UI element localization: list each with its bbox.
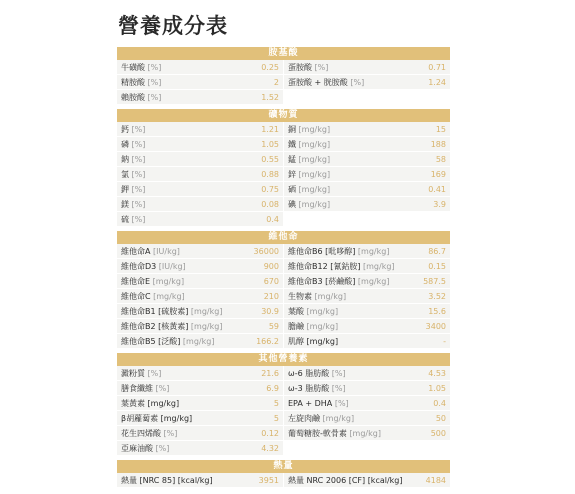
nutrient-label: 生物素 [288, 291, 312, 301]
nutrient-unit: [%] [131, 184, 146, 194]
nutrient-value: 900 [263, 261, 279, 271]
nutrient-label: 花生四烯酸 [121, 428, 161, 438]
nutrient-unit: [%] [314, 62, 329, 72]
nutrient-cell [117, 304, 283, 318]
nutrient-unit: [mg/kg] [298, 199, 331, 209]
nutrient-unit: [mg/kg] [306, 306, 339, 316]
section-header: 維他命 [117, 231, 450, 244]
nutrient-name [288, 77, 364, 88]
nutrient-unit: [mg/kg] [298, 184, 331, 194]
table-row [117, 182, 450, 197]
nutrient-label: 維他命B5 [泛酸] [121, 336, 181, 346]
nutrient-name [288, 154, 330, 165]
table-row [117, 197, 450, 212]
nutrient-value: 0.25 [261, 62, 279, 72]
nutrient-name [121, 246, 180, 257]
nutrient-name [121, 336, 214, 347]
nutrient-unit: [%] [147, 368, 162, 378]
nutrient-unit: [%] [163, 428, 178, 438]
nutrient-cell [117, 426, 283, 440]
nutrient-value: 0.4 [433, 398, 446, 408]
nutrient-cell [117, 259, 283, 273]
table-row [117, 396, 450, 411]
nutrient-name [121, 368, 161, 379]
nutrient-value: 2 [273, 77, 279, 87]
nutrient-cell [284, 366, 450, 380]
table-row [117, 90, 450, 105]
nutrient-unit: [mg/kg] [322, 413, 355, 423]
nutrient-cell [284, 396, 450, 410]
nutrient-cell [284, 289, 450, 303]
nutrient-name [121, 398, 179, 409]
nutrient-name [121, 92, 161, 103]
table-row [117, 473, 450, 488]
nutrient-unit: [mg/kg] [363, 261, 395, 271]
table-row [117, 411, 450, 426]
nutrient-label: 磷 [121, 139, 129, 149]
nutrient-name [121, 77, 161, 88]
table-row [117, 152, 450, 167]
nutrient-name [121, 276, 184, 287]
nutrient-unit: [%] [147, 62, 162, 72]
nutrient-label: 維他命D3 [121, 261, 157, 271]
nutrient-value: 15.6 [428, 306, 446, 316]
nutrient-name [121, 321, 222, 332]
nutrient-label: 精胺酸 [121, 77, 145, 87]
nutrient-cell [284, 304, 450, 318]
nutrient-name [288, 383, 346, 394]
nutrient-unit: [%] [131, 154, 146, 164]
nutrient-label: 膳食纖維 [121, 383, 153, 393]
nutrient-value: 0.4 [266, 214, 279, 224]
nutrient-value: 30.9 [261, 306, 279, 316]
nutrient-name [288, 276, 389, 287]
nutrient-value: 500 [430, 428, 446, 438]
nutrient-value: 1.24 [428, 77, 446, 87]
nutrient-cell [117, 90, 283, 104]
table-row [117, 244, 450, 259]
table-row [117, 289, 450, 304]
nutrient-value: 587.5 [423, 276, 446, 286]
nutrient-label: 維他命E [121, 276, 151, 286]
nutrient-name [121, 383, 169, 394]
nutrient-name [288, 413, 354, 424]
nutrient-cell [117, 274, 283, 288]
nutrient-label: 牛磺酸 [121, 62, 145, 72]
nutrient-value: 4184 [425, 475, 446, 485]
nutrient-name [288, 475, 403, 486]
nutrient-unit: [%] [147, 92, 162, 102]
nutrient-cell [284, 167, 450, 181]
table-row [117, 304, 450, 319]
nutrient-value: 6.9 [266, 383, 279, 393]
table-row [117, 212, 450, 227]
nutrient-name [288, 169, 330, 180]
nutrient-value: 1.52 [261, 92, 279, 102]
nutrient-name [288, 246, 389, 257]
nutrient-unit: [mg/kg] [357, 246, 390, 256]
section-header: 礦物質 [117, 109, 450, 122]
nutrient-unit: [mg/kg] [182, 336, 215, 346]
nutrient-cell [284, 137, 450, 151]
nutrient-label: 左旋肉鹼 [288, 413, 320, 423]
nutrient-value: 58 [435, 154, 446, 164]
nutrient-value: 4.53 [428, 368, 446, 378]
nutrient-label: 碘 [288, 199, 296, 209]
nutrient-name [121, 443, 169, 454]
nutrient-label: 熱量 NRC 2006 [CF] [kcal/kg] [288, 475, 403, 485]
nutrient-value: 1.05 [261, 139, 279, 149]
nutrient-name [288, 399, 349, 408]
nutrient-cell [284, 182, 450, 196]
nutrient-unit: [%] [155, 443, 170, 453]
nutrient-value: 50 [435, 413, 446, 423]
nutrient-value: 3951 [258, 475, 279, 485]
nutrient-unit: [%] [131, 139, 146, 149]
nutrient-cell [117, 152, 283, 166]
nutrient-cell [284, 319, 450, 333]
nutrient-name [121, 169, 145, 180]
nutrient-name [121, 291, 185, 302]
nutrient-label: ω-3 脂肪酸 [288, 383, 330, 393]
section-rows [117, 473, 450, 488]
nutrient-cell [117, 244, 283, 258]
nutrient-cell [117, 334, 283, 348]
nutrient-unit: [%] [147, 77, 162, 87]
nutrient-name [288, 428, 381, 439]
nutrient-name [288, 62, 328, 73]
nutrient-unit: [%] [331, 383, 346, 393]
nutrient-value: 0.71 [428, 62, 446, 72]
nutrient-label: 維他命B1 [硫胺素] [121, 306, 189, 316]
nutrient-unit: [mg/kg] [357, 276, 390, 286]
nutrient-label: 葡萄糖胺-軟骨素 [288, 428, 347, 438]
nutrient-label: ω-6 脂肪酸 [288, 368, 330, 378]
table-row [117, 319, 450, 334]
nutrient-name [288, 306, 338, 317]
nutrient-cell [117, 182, 283, 196]
nutrient-unit: [mg/kg] [153, 291, 185, 301]
table-row [117, 441, 450, 456]
nutrient-cell [117, 122, 283, 136]
nutrient-unit: [mg/kg] [314, 291, 347, 301]
table-row [117, 167, 450, 182]
nutrient-cell [284, 152, 450, 166]
nutrient-unit: [%] [131, 169, 146, 179]
nutrient-value: 0.15 [428, 261, 446, 271]
nutrient-name [288, 124, 330, 135]
nutrient-label: 鈉 [121, 154, 129, 164]
nutrient-value: 169 [430, 169, 446, 179]
nutrient-cell [284, 426, 450, 440]
nutrient-value: 3400 [425, 321, 446, 331]
nutrient-label: 維他命C [121, 291, 151, 301]
nutrient-name [121, 199, 145, 210]
nutrient-cell [284, 122, 450, 136]
nutrient-value: 188 [430, 139, 446, 149]
table-row [117, 274, 450, 289]
nutrient-unit: [mg/kg] [298, 154, 331, 164]
nutrient-label: 膽鹼 [288, 321, 304, 331]
table-row [117, 366, 450, 381]
nutrient-cell [284, 75, 450, 89]
nutrient-name [288, 184, 330, 195]
nutrient-label: 維他命B12 [氰鈷胺] [288, 261, 361, 271]
nutrient-label: 銅 [288, 124, 296, 134]
table-row [117, 381, 450, 396]
nutrient-value: 5 [273, 413, 279, 423]
nutrient-value: 36000 [253, 246, 279, 256]
nutrient-cell [284, 411, 450, 425]
nutrient-unit: [mg/kg] [298, 124, 331, 134]
page-title: 營養成分表 [118, 14, 228, 38]
section-rows [117, 244, 450, 349]
nutrient-cell [284, 244, 450, 258]
nutrient-cell [117, 381, 283, 395]
nutrient-value: 59 [268, 321, 279, 331]
nutrient-unit: [mg/kg] [190, 321, 223, 331]
nutrient-unit: [%] [131, 199, 146, 209]
nutrient-label: 維他命A [121, 246, 151, 256]
nutrient-cell [284, 381, 450, 395]
nutrient-cell [117, 197, 283, 211]
section-header: 熱量 [117, 460, 450, 473]
nutrient-label: 葉黃素 [mg/kg] [121, 398, 180, 408]
nutrient-value: 15 [435, 124, 446, 134]
table-row [117, 137, 450, 152]
nutrient-cell [117, 212, 283, 226]
nutrient-cell [284, 274, 450, 288]
nutrient-unit: [IU/kg] [158, 261, 186, 271]
nutrient-name [121, 413, 192, 424]
nutrient-value: 3.52 [428, 291, 446, 301]
nutrient-label: 蛋胺酸 [288, 62, 312, 72]
nutrient-value: 210 [263, 291, 279, 301]
nutrient-cell [284, 259, 450, 273]
section-rows [117, 60, 450, 105]
nutrient-label: 硒 [288, 184, 296, 194]
nutrient-label: 蛋胺酸 + 胱胺酸 [288, 77, 348, 87]
nutrient-name [121, 475, 213, 486]
nutrient-name [288, 261, 395, 272]
nutrient-unit: [mg/kg] [306, 321, 339, 331]
nutrient-unit: [mg/kg] [298, 169, 331, 179]
nutrient-unit: [mg/kg] [190, 306, 223, 316]
nutrient-label: 肌醇 [mg/kg] [288, 336, 339, 346]
nutrient-unit: [%] [334, 398, 349, 408]
nutrient-name [121, 428, 177, 439]
nutrient-name [288, 321, 338, 332]
nutrient-label: 葉酸 [288, 306, 304, 316]
nutrient-value: 21.6 [261, 368, 279, 378]
nutrient-name [288, 291, 346, 302]
table-row [117, 75, 450, 90]
section-header: 其他營養素 [117, 353, 450, 366]
empty-cell [284, 441, 450, 455]
empty-cell [284, 90, 450, 104]
nutrient-unit: [mg/kg] [152, 276, 185, 286]
nutrient-name [121, 62, 161, 73]
nutrient-cell [284, 60, 450, 74]
empty-cell [284, 212, 450, 226]
nutrient-name [288, 139, 330, 150]
nutrient-name [121, 261, 186, 272]
table-row [117, 60, 450, 75]
nutrient-value: 1.05 [428, 383, 446, 393]
nutrient-label: 賴胺酸 [121, 92, 145, 102]
nutrient-label: 氯 [121, 169, 129, 179]
nutrient-label: 鈣 [121, 124, 129, 134]
section-header: 胺基酸 [117, 47, 450, 60]
nutrient-value: 0.75 [261, 184, 279, 194]
nutrient-label: 鋅 [288, 169, 296, 179]
nutrient-label: 熱量 [NRC 85] [kcal/kg] [121, 475, 213, 485]
nutrient-cell [284, 473, 450, 487]
table-row [117, 122, 450, 137]
nutrient-label: 鉀 [121, 184, 129, 194]
nutrient-value: 0.88 [261, 169, 279, 179]
nutrient-value: 1.21 [261, 124, 279, 134]
nutrient-label: 維他命B6 [吡哆醇] [288, 246, 356, 256]
nutrient-cell [284, 197, 450, 211]
nutrient-cell [117, 411, 283, 425]
nutrient-value: - [443, 336, 446, 346]
nutrient-value: 0.55 [261, 154, 279, 164]
nutrient-value: 4.32 [261, 443, 279, 453]
nutrient-name [121, 214, 145, 225]
section-rows [117, 122, 450, 227]
nutrient-name [121, 306, 222, 317]
section-rows [117, 366, 450, 456]
nutrient-cell [117, 137, 283, 151]
nutrient-label: EPA + DHA [288, 398, 333, 408]
nutrient-value: 5 [273, 398, 279, 408]
nutrient-value: 0.41 [428, 184, 446, 194]
nutrient-unit: [IU/kg] [153, 246, 180, 256]
nutrient-unit: [%] [331, 368, 346, 378]
nutrient-label: 鐵 [288, 139, 296, 149]
table-row [117, 334, 450, 349]
nutrient-name [121, 184, 145, 195]
nutrient-value: 166.2 [256, 336, 279, 346]
nutrient-label: 錳 [288, 154, 296, 164]
nutrient-label: 亞麻油酸 [121, 443, 153, 453]
nutrient-label: 鎂 [121, 199, 129, 209]
nutrient-label: β胡蘿蔔素 [mg/kg] [121, 413, 193, 423]
nutrient-name [121, 139, 145, 150]
nutrient-value: 86.7 [428, 246, 446, 256]
nutrient-value: 0.12 [261, 428, 279, 438]
nutrient-unit: [%] [131, 214, 146, 224]
nutrient-value: 670 [263, 276, 279, 286]
nutrient-label: 澱粉質 [121, 368, 145, 378]
nutrient-value: 3.9 [433, 199, 446, 209]
nutrient-cell [117, 60, 283, 74]
nutrient-cell [284, 334, 450, 348]
nutrient-cell [117, 396, 283, 410]
nutrient-unit: [%] [350, 77, 365, 87]
nutrient-label: 維他命B2 [核黃素] [121, 321, 189, 331]
nutrient-cell [117, 441, 283, 455]
nutrient-cell [117, 473, 283, 487]
nutrient-value: 0.08 [261, 199, 279, 209]
nutrient-cell [117, 319, 283, 333]
nutrient-label: 維他命B3 [菸鹼酸] [288, 276, 356, 286]
nutrient-unit: [%] [131, 124, 146, 134]
nutrient-unit: [mg/kg] [298, 139, 331, 149]
nutrient-unit: [mg/kg] [349, 428, 381, 438]
nutrient-name [121, 154, 145, 165]
nutrient-name [288, 336, 338, 347]
table-row [117, 426, 450, 441]
nutrient-cell [117, 167, 283, 181]
nutrient-name [288, 368, 346, 379]
nutrient-unit: [%] [155, 383, 170, 393]
nutrient-cell [117, 366, 283, 380]
nutrition-table [117, 47, 450, 488]
nutrient-cell [117, 75, 283, 89]
nutrient-name [288, 199, 330, 210]
nutrient-name [121, 124, 145, 135]
nutrient-label: 硫 [121, 214, 129, 224]
nutrient-cell [117, 289, 283, 303]
table-row [117, 259, 450, 274]
